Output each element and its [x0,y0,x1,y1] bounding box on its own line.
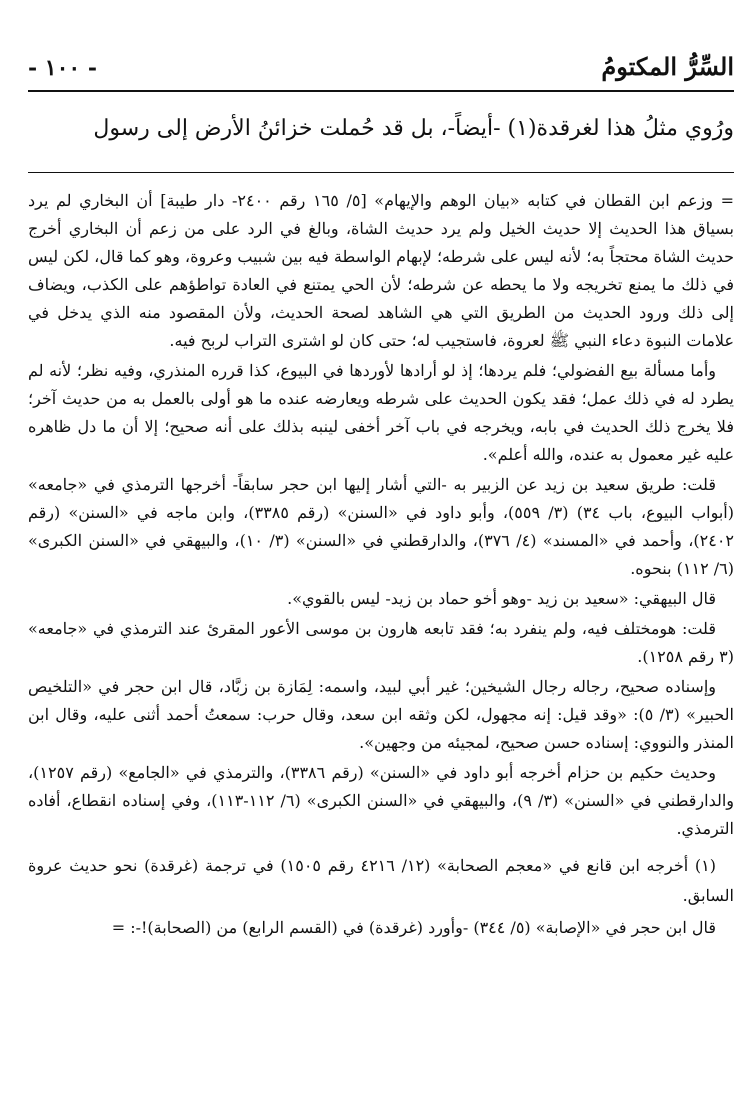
footnote-paragraph: = وزعم ابن القطان في كتابه «بيان الوهم والإيهام» [٥/ ١٦٥ رقم ٢٤٠٠- دار طيبة] أن البخاري لم يرد بسياق هذا الحديث إلا حديث الخيل ولم يرد حديث الشاة، وبالغ في الرد على من زعم أن البخاري أخرج حديث الشاة محتجاً به؛ لأنه ليس على شرطه؛ لإبهام الواسطة فيه بين شبيب وعروة، وهو كما قال، لكن ليس في ذلك ما يمنع تخريجه ولا ما يحطه عن شرطه؛ لأن الحي يمتنع في العادة تواطؤهم على الكذب، ويضاف إلى ذلك ورود الحديث من الطريق التي هي الشاهد لصحة الحديث، ولأن المقصود منه الذي يدخل في علامات النبوة دعاء النبي ﷺ لعروة، فاستجيب له؛ حتى كان لو اشترى التراب لربح فيه. [28,191,735,350]
footnote-1-text: (١) أخرجه ابن قانع في «معجم الصحابة» (١٢/ ٤٢١٦ رقم ١٥٠٥) في ترجمة (غرقدة) نحو حديث عروة السابق. [28,856,734,905]
page-header [28,52,734,92]
page [28,52,734,945]
main-text-line: ورُوي مثلُ هذا لغرقدة(١) -أيضاً-، بل قد حُملت خزائنُ الأرض إلى رسول [93,116,734,141]
footnote-1-continuation: قال ابن حجر في «الإصابة» (٥/ ٣٤٤) -وأورد (غرقدة) في (القسم الرابع) من (الصحابة)!-: = [111,918,716,937]
book-title: السِّرُّ المكتومُ [601,52,734,81]
page-number: - ١٠٠ - [28,55,98,81]
footnote-paragraph: قال البيهقي: «سعيد بن زيد -وهو أخو حماد بن زيد- ليس بالقوي». [287,589,716,608]
footnote-paragraph: قلت: هومختلف فيه، ولم ينفرد به؛ فقد تابعه هارون بن موسى الأعور المقرئ عند الترمذي في «جامعه» (٣ رقم ١٢٥٨). [28,619,734,666]
footnote-separator [28,172,734,173]
footnote-1 [28,851,734,943]
footnote-paragraph: قلت: طريق سعيد بن زيد عن الزبير به -التي أشار إليها ابن حجر سابقاً- أخرجها الترمذي في «جامعه» (أبواب البيوع، باب ٣٤) (٣/ ٥٥٩)، وأبو داود في «السنن» (رقم ٣٣٨٥)، وابن ماجه في «السنن» (رقم ٢٤٠٢)، وأحمد في «المسند» (٤/ ٣٧٦)، والدارقطني في «السنن» (٣/ ١٠)، والبيهقي في «السنن الكبرى» (٦/ ١١٢) بنحوه. [28,475,734,578]
footnote-paragraph: وإسناده صحيح، رجاله رجال الشيخين؛ غير أبي لبيد، واسمه: لِمَازة بن زبَّاد، قال ابن حجر في «التلخيص الحبير» (٣/ ٥): «وقد قيل: إنه مجهول، لكن وثقه ابن سعد، وقال حرب: سمعتُ أحمد أثنى عليه، وقال ابن المنذر والنووي: إسناده حسن صحيح، لمجيئه من وجهين». [28,677,734,752]
footnote-continuation [28,187,734,843]
footnote-paragraph: وأما مسألة بيع الفضولي؛ فلم يردها؛ إذ لو أرادها لأوردها في البيوع، كذا قرره المنذري، وفيه نظر؛ لأنه لم يطرد له في ذلك عمل؛ فقد يكون الحديث على شرطه ويعارضه عنده ما هو أولى بالعمل به من حديث آخر؛ فلا يخرج ذلك الحديث في بابه، ويخرجه في باب آخر أخفى لينبه بذلك على أنه صحيح؛ إلا أن ما دل ظاهره عليه غير معمول به عنده، والله أعلم». [28,361,734,464]
footnote-paragraph: وحديث حكيم بن حزام أخرجه أبو داود في «السنن» (رقم ٣٣٨٦)، والترمذي في «الجامع» (رقم ١٢٥٧)، والدارقطني في «السنن» (٣/ ٩)، والبيهقي في «السنن الكبرى» (٦/ ١١٢-١١٣)، وفي إسناده انقطاع، أفاده الترمذي. [28,763,735,838]
